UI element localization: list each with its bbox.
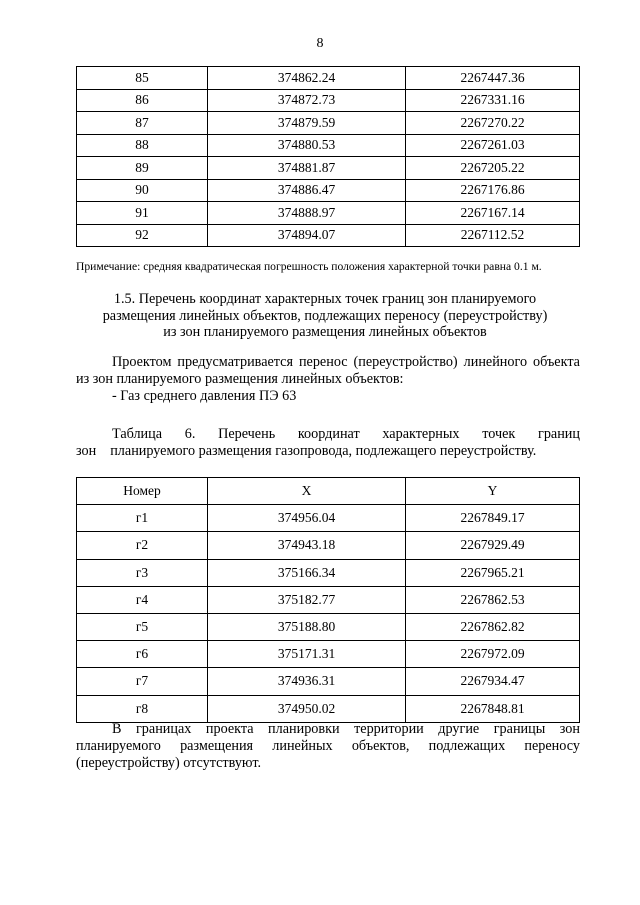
point-number: 90 [77,179,208,202]
table-row [77,559,580,586]
paragraph-line [76,354,580,371]
word: В [112,721,122,737]
paragraph-line [76,721,580,738]
conclusion-paragraph [76,721,580,772]
word: (переустройство) [353,354,458,370]
table-row [77,586,580,613]
y-coordinate: 2267849.17 [406,505,580,532]
word: зон [559,721,580,737]
table-row [77,668,580,695]
word: проекта [205,721,254,737]
y-coordinate: 2267447.36 [406,67,580,90]
word: характерных [382,426,460,442]
table-row [77,505,580,532]
word: планировки [268,721,340,737]
header-y: Y [406,478,580,505]
point-number: г3 [77,559,208,586]
word: линейного [463,354,528,370]
y-coordinate: 2267862.53 [406,586,580,613]
word: подлежащих [428,738,506,754]
x-coordinate: 374936.31 [208,668,406,695]
gas-pipeline-item: - Газ среднего давления ПЭ 63 [112,388,297,404]
word: размещения [180,738,254,754]
point-number: г7 [77,668,208,695]
x-coordinate: 374872.73 [208,89,406,112]
x-coordinate: 374879.59 [208,112,406,135]
point-number: г1 [77,505,208,532]
x-coordinate: 375188.80 [208,613,406,640]
table-row [77,112,580,135]
word: переносу [524,738,580,754]
y-coordinate: 2267176.86 [406,179,580,202]
relocation-paragraph [76,354,580,405]
paragraph-line: (переустройству) отсутствуют. [76,755,262,771]
y-coordinate: 2267972.09 [406,641,580,668]
y-coordinate: 2267167.14 [406,202,580,225]
heading-line: размещения линейных объектов, подлежащих переносу (переустройству) [102,307,548,324]
point-number: 87 [77,112,208,135]
y-coordinate: 2267331.16 [406,89,580,112]
table-row [77,532,580,559]
gas-pipeline-coordinates-table [76,477,580,723]
table-row [77,695,580,722]
heading-line: из зон планируемого размещения линейных объектов [163,324,487,340]
table-row [77,89,580,112]
word: территории [354,721,424,737]
y-coordinate: 2267205.22 [406,157,580,180]
caption-line [76,443,580,460]
x-coordinate: 374956.04 [208,505,406,532]
y-coordinate: 2267112.52 [406,224,580,247]
word: объектов, [351,738,410,754]
word: Проектом [112,354,172,370]
word: границы [493,721,546,737]
word: предусматривается [177,354,293,370]
word: Перечень [218,426,276,442]
word: зон [76,443,97,459]
word: точек [482,426,516,442]
point-number: г4 [77,586,208,613]
word: перенос [298,354,348,370]
y-coordinate: 2267270.22 [406,112,580,135]
point-number: г5 [77,613,208,640]
heading-line: 1.5. Перечень координат характерных точек границ зон планируемого [113,291,537,307]
word: линейных [272,738,333,754]
word: планируемого [76,738,161,754]
word: другие [438,721,480,737]
table-row [77,179,580,202]
table-row [77,202,580,225]
table-row [77,641,580,668]
page-number: 8 [316,36,324,51]
y-coordinate: 2267848.81 [406,695,580,722]
y-coordinate: 2267934.47 [406,668,580,695]
x-coordinate: 375166.34 [208,559,406,586]
word: координат [297,426,360,442]
point-number: 86 [77,89,208,112]
point-number: г6 [77,641,208,668]
point-number: 85 [77,67,208,90]
point-number: 92 [77,224,208,247]
x-coordinate: 374894.07 [208,224,406,247]
y-coordinate: 2267929.49 [406,532,580,559]
table-row [77,157,580,180]
y-coordinate: 2267862.82 [406,613,580,640]
x-coordinate: 374950.02 [208,695,406,722]
header-x: X [208,478,406,505]
point-number: г2 [77,532,208,559]
x-coordinate: 374881.87 [208,157,406,180]
word: объекта [533,354,580,370]
paragraph-line [76,738,580,755]
x-coordinate: 374943.18 [208,532,406,559]
paragraph-line: из зон планируемого размещения линейных объектов: [76,371,404,387]
x-coordinate: 375182.77 [208,586,406,613]
word: Таблица [112,426,163,442]
point-number: г8 [77,695,208,722]
y-coordinate: 2267965.21 [406,559,580,586]
header-number: Номер [77,478,208,505]
word: 6. [184,426,196,442]
x-coordinate: 375171.31 [208,641,406,668]
word: границ [538,426,580,442]
word: планируемого размещения газопровода, подлежащего переустройству. [110,443,537,459]
accuracy-note: Примечание: средняя квадратическая погрешность положения характерной точки равна 0.1 м. [76,260,542,273]
point-number: 88 [77,134,208,157]
caption-line [76,426,580,443]
point-number: 91 [77,202,208,225]
coordinates-table-continued [76,66,580,247]
table-row [77,67,580,90]
section-heading [60,291,590,341]
x-coordinate: 374888.97 [208,202,406,225]
x-coordinate: 374886.47 [208,179,406,202]
table-row [77,613,580,640]
table-header-row [77,478,580,505]
x-coordinate: 374880.53 [208,134,406,157]
table-row [77,134,580,157]
point-number: 89 [77,157,208,180]
word: границах [135,721,192,737]
table-caption [76,426,580,460]
y-coordinate: 2267261.03 [406,134,580,157]
table-row [77,224,580,247]
x-coordinate: 374862.24 [208,67,406,90]
